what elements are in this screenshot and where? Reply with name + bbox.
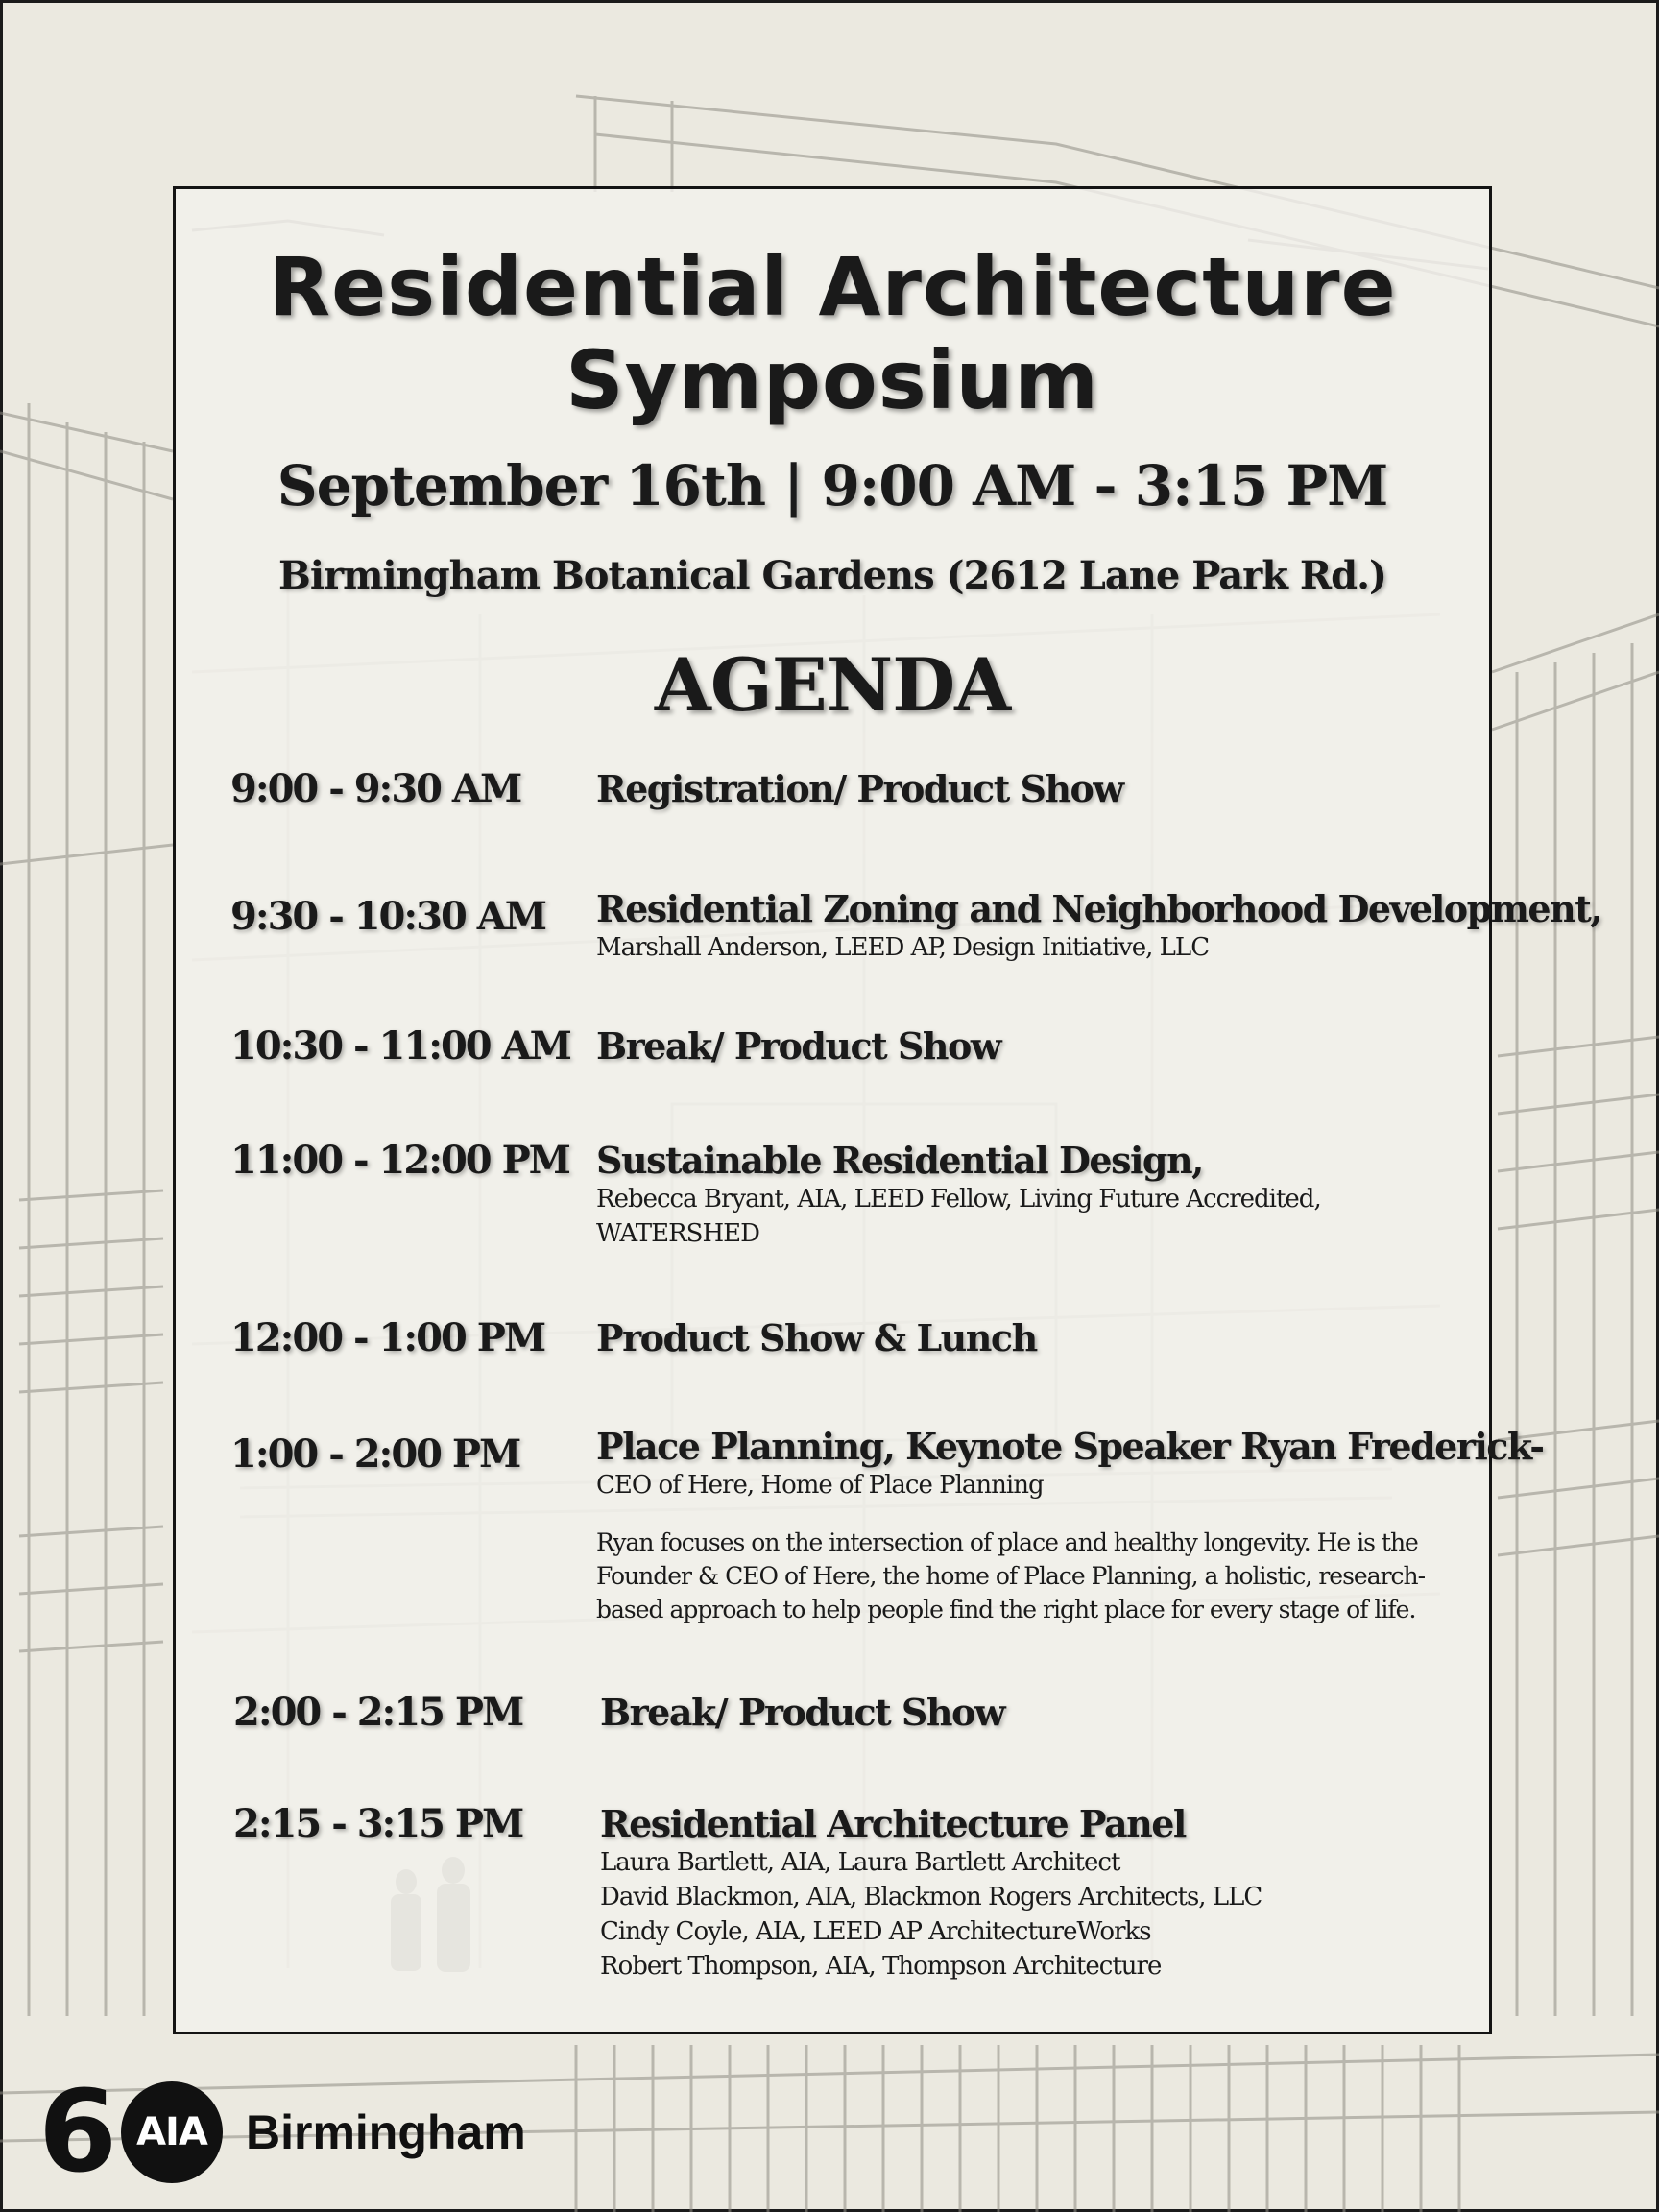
agenda-event xyxy=(600,1691,1464,1734)
agenda-event-title: Product Show & Lunch xyxy=(596,1316,1037,1359)
event-venue: Birmingham Botanical Gardens (2612 Lane Park Rd.) xyxy=(278,553,1386,598)
speaker-bio-line: Ryan focuses on the intersection of place and healthy longevity. He is the xyxy=(596,1527,1418,1556)
agenda-event xyxy=(596,1316,1460,1359)
agenda-event-title: Sustainable Residential Design, xyxy=(596,1139,1203,1182)
logo-aia-badge: AIA xyxy=(121,2081,223,2183)
agenda-event xyxy=(596,1024,1460,1068)
panelist: Cindy Coyle, AIA, LEED AP ArchitectureWorks xyxy=(600,1916,1151,1946)
logo-city: Birmingham xyxy=(246,2105,526,2159)
agenda-event xyxy=(596,1425,1544,1626)
agenda-event-title: Break/ Product Show xyxy=(596,1024,1001,1068)
agenda-event xyxy=(600,1802,1464,1984)
agenda-speaker: WATERSHED xyxy=(596,1218,759,1248)
agenda-time: 9:00 - 9:30 AM xyxy=(230,766,521,811)
agenda-event-title: Place Planning, Keynote Speaker Ryan Frederick- xyxy=(596,1425,1544,1468)
agenda-event-title: Residential Architecture Panel xyxy=(600,1802,1186,1845)
agenda-speaker: Marshall Anderson, LEED AP, Design Initiative, LLC xyxy=(596,932,1210,962)
speaker-bio-line: based approach to help people find the right place for every stage of life. xyxy=(596,1595,1416,1623)
aia-birmingham-logo xyxy=(38,2065,538,2198)
agenda-time: 2:15 - 3:15 PM xyxy=(233,1801,523,1846)
panelist: Robert Thompson, AIA, Thompson Architecture xyxy=(600,1951,1162,1981)
agenda-time: 10:30 - 11:00 AM xyxy=(230,1023,570,1069)
panelist: David Blackmon, AIA, Blackmon Rogers Architects, LLC xyxy=(600,1882,1262,1911)
agenda-event xyxy=(596,887,1601,965)
agenda-time: 9:30 - 10:30 AM xyxy=(230,894,546,939)
event-date-time: September 16th | 9:00 AM - 3:15 PM xyxy=(276,453,1388,518)
agenda-panel xyxy=(173,186,1601,2034)
agenda-speaker: Rebecca Bryant, AIA, LEED Fellow, Living Future Accredited, xyxy=(596,1184,1321,1214)
speaker-bio xyxy=(596,1526,1460,1626)
agenda-time: 1:00 - 2:00 PM xyxy=(230,1431,520,1477)
agenda-time: 12:00 - 1:00 PM xyxy=(230,1315,545,1360)
agenda-event-title: Registration/ Product Show xyxy=(596,767,1123,810)
panelist: Laura Bartlett, AIA, Laura Bartlett Architect xyxy=(600,1847,1120,1877)
event-title-line-2: Symposium xyxy=(565,333,1099,427)
agenda-event xyxy=(596,767,1460,810)
agenda-speaker: CEO of Here, Home of Place Planning xyxy=(596,1470,1044,1500)
logo-number: 6 xyxy=(38,2065,118,2198)
agenda-event-title: Break/ Product Show xyxy=(600,1691,1005,1734)
agenda-heading: AGENDA xyxy=(654,642,1011,728)
speaker-bio-line: Founder & CEO of Here, the home of Place Planning, a holistic, research- xyxy=(596,1561,1426,1590)
agenda-event xyxy=(596,1139,1460,1251)
agenda-time: 11:00 - 12:00 PM xyxy=(230,1138,569,1183)
agenda-time: 2:00 - 2:15 PM xyxy=(233,1690,523,1735)
event-title-line-1: Residential Architecture xyxy=(268,240,1397,334)
agenda-event-title: Residential Zoning and Neighborhood Development, xyxy=(596,887,1601,930)
